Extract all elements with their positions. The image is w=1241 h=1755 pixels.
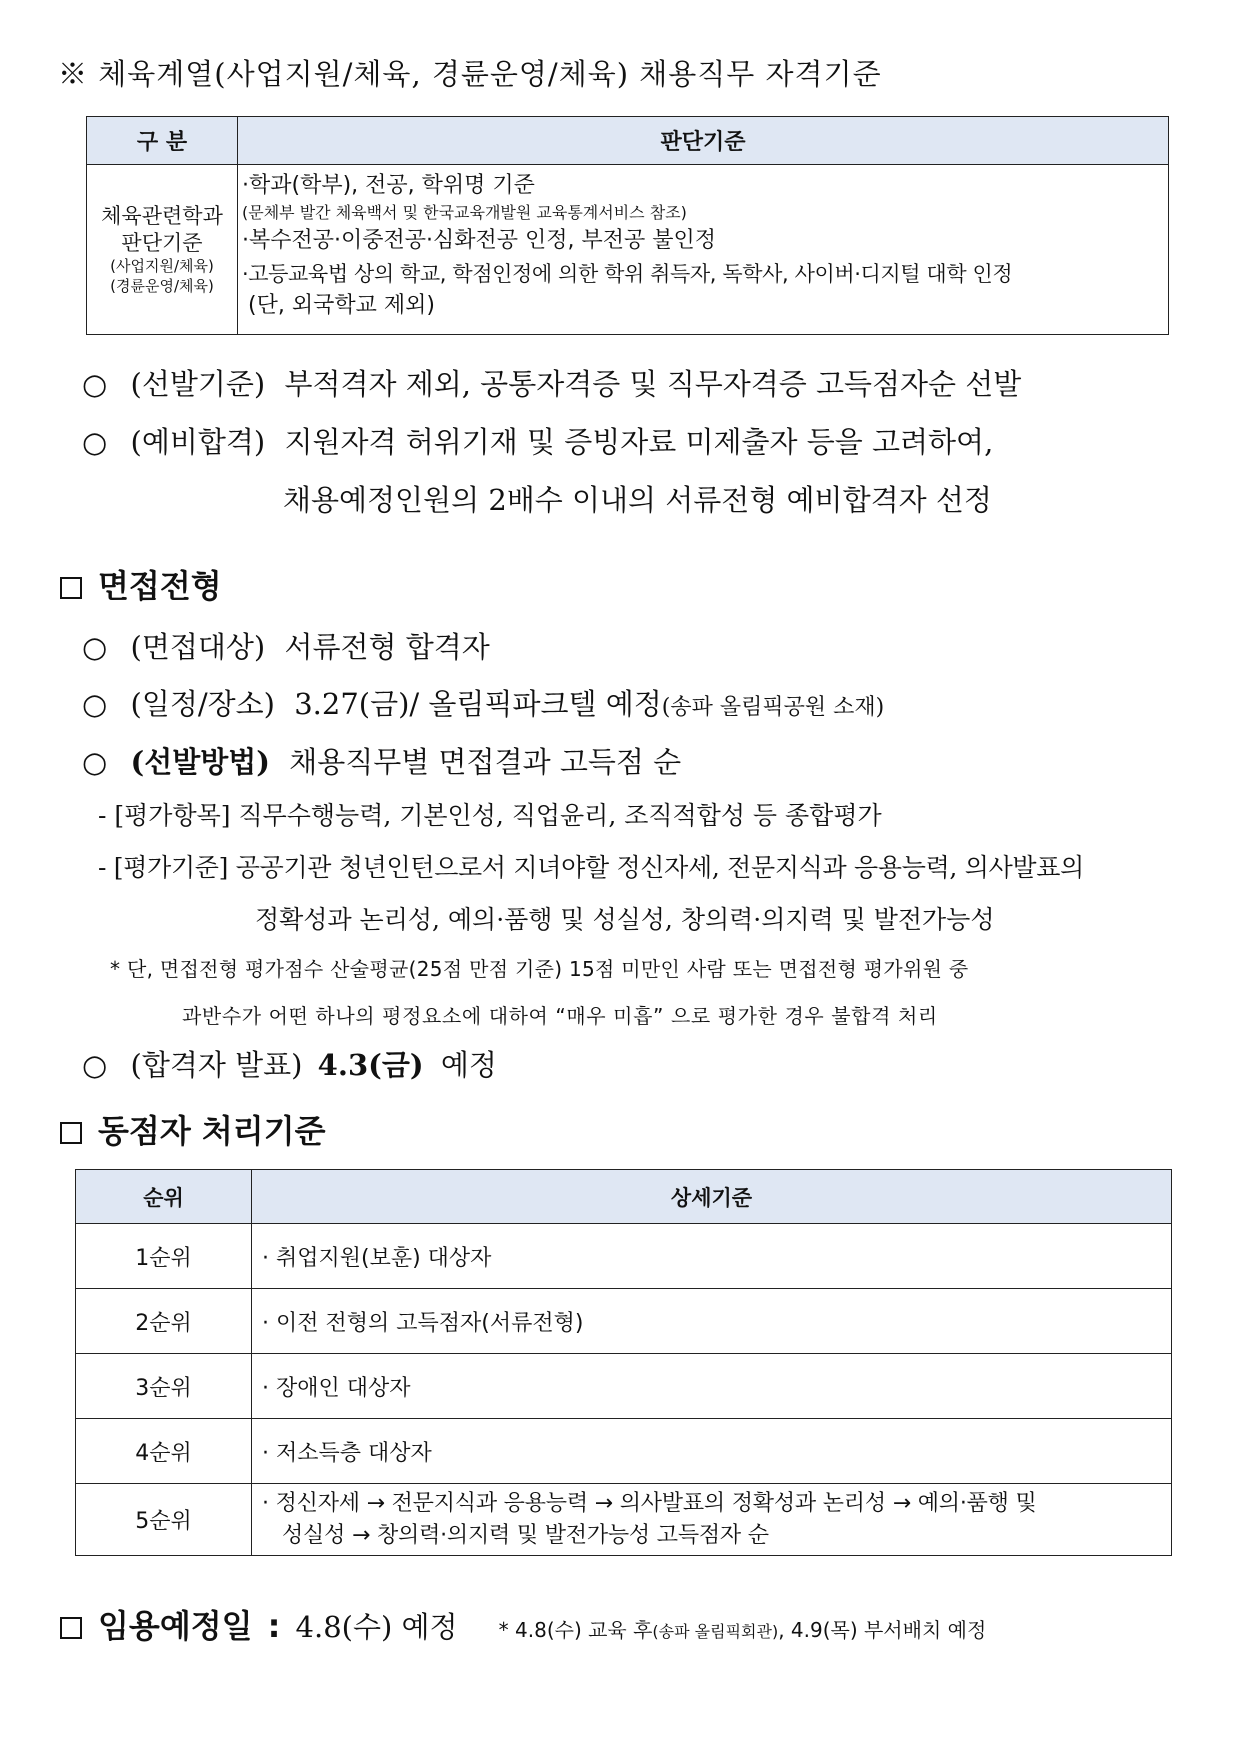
table-row	[76, 1484, 1172, 1556]
appointment-note: * 4.8(수) 교육 후(송파 올림픽회관), 4.9(목) 부서배치 예정	[498, 1618, 987, 1642]
appointment-date: 4.8(수) 예정	[295, 1610, 458, 1644]
table-row	[76, 1289, 1172, 1354]
tie-table-header-detail: 상세기준	[252, 1170, 1172, 1224]
bullet-circle: ○	[82, 687, 108, 721]
section-title-appointment: 임용예정일	[60, 1607, 253, 1645]
qualification-table	[86, 116, 1169, 335]
item-text: 부적격자 제외, 공통자격증 및 직무자격증 고득점자순 선발	[284, 367, 1022, 401]
announcement-date: 4.3(금)	[317, 1048, 424, 1082]
appointment-line	[60, 1601, 986, 1647]
section-title-tie-break: 동점자 처리기준	[60, 1106, 326, 1152]
table-row	[76, 1419, 1172, 1484]
item-label: (선발기준)	[130, 367, 266, 401]
item-text: 서류전형 합격자	[284, 630, 490, 664]
bullet-circle: ○	[82, 1048, 108, 1082]
table1-row-label	[87, 165, 238, 335]
bullet-circle: ○	[82, 367, 108, 401]
item-text: 3.27(금)/ 올림픽파크텔 예정	[294, 687, 662, 721]
criteria-line: ·복수전공·이중전공·심화전공 인정, 부전공 불인정	[242, 228, 716, 253]
table1-header-criteria: 판단기준	[238, 117, 1169, 165]
detail-line-continuation: 성실성 → 창의력·의지력 및 발전가능성 고득점자 순	[282, 1522, 769, 1548]
detail-cell: · 이전 전형의 고득점자(서류전형)	[252, 1289, 1172, 1354]
interview-target-item	[82, 625, 490, 666]
criteria-line: ·학과(학부), 전공, 학위명 기준	[242, 173, 535, 198]
item-text: 채용직무별 면접결과 고득점 순	[289, 745, 682, 779]
rank-cell: 1순위	[76, 1224, 252, 1289]
table-row	[76, 1224, 1172, 1289]
bullet-circle: ○	[82, 745, 108, 779]
item-label: (일정/장소)	[130, 687, 275, 721]
item-label: (면접대상)	[130, 630, 266, 664]
item-label: (선발방법)	[130, 745, 271, 779]
checkbox-square-icon	[60, 1122, 82, 1144]
criteria-line: (문체부 발간 체육백서 및 한국교육개발원 교육통계서비스 참조)	[242, 203, 687, 222]
table1-header-category: 구 분	[87, 117, 238, 165]
section-title-interview: 면접전형	[60, 561, 222, 607]
detail-cell: · 장애인 대상자	[252, 1354, 1172, 1419]
item-text: 지원자격 허위기재 및 증빙자료 미제출자 등을 고려하여,	[284, 425, 994, 459]
item-label: (예비합격)	[130, 425, 266, 459]
tie-break-table	[75, 1169, 1172, 1556]
evaluation-criteria-continuation: 정확성과 논리성, 예의·품행 및 성실성, 창의력·의지력 및 발전가능성	[255, 905, 995, 934]
bullet-circle: ○	[82, 630, 108, 664]
disqualification-note-line: * 단, 면접전형 평가점수 산술평균(25점 만점 기준) 15점 미만인 사람 또는 면접전형 평가위원 중	[110, 957, 969, 981]
detail-line: · 정신자세 → 전문지식과 응용능력 → 의사발표의 정확성과 논리성 → 예의·품행 및	[262, 1490, 1037, 1516]
bullet-circle: ○	[82, 425, 108, 459]
document-heading-note: ※ 체육계열(사업지원/체육, 경륜운영/체육) 채용직무 자격기준	[58, 57, 882, 91]
criteria-line: ·고등교육법 상의 학교, 학점인정에 의한 학위 취득자, 독학사, 사이버·디지털 대학 인정	[242, 262, 1013, 286]
checkbox-square-icon	[60, 1617, 82, 1639]
row-label-line: (사업지원/체육)	[110, 257, 214, 276]
interview-method-item	[82, 740, 681, 781]
selection-criteria-item	[82, 362, 1021, 403]
preliminary-pass-item	[82, 420, 993, 461]
evaluation-criteria-line: - [평가기준] 공공기관 청년인턴으로서 지녀야할 정신자세, 전문지식과 응용능력, 의사발표의	[98, 853, 1084, 882]
criteria-line: (단, 외국학교 제외)	[248, 293, 435, 318]
row-label-line: 체육관련학과	[101, 203, 223, 228]
detail-cell	[252, 1484, 1172, 1556]
announcement-item	[82, 1043, 497, 1084]
tie-table-header-rank: 순위	[76, 1170, 252, 1224]
item-text-continuation: 채용예정인원의 2배수 이내의 서류전형 예비합격자 선정	[283, 483, 992, 517]
detail-cell: · 저소득층 대상자	[252, 1419, 1172, 1484]
item-label: (합격자 발표)	[130, 1048, 303, 1082]
rank-cell: 3순위	[76, 1354, 252, 1419]
checkbox-square-icon	[60, 577, 82, 599]
row-label-line: (경륜운영/체육)	[110, 276, 214, 295]
rank-cell: 5순위	[76, 1484, 252, 1556]
item-text-small: (송파 올림픽공원 소재)	[661, 695, 885, 720]
appointment-colon: :	[267, 1607, 281, 1645]
rank-cell: 2순위	[76, 1289, 252, 1354]
table-row	[76, 1354, 1172, 1419]
rank-cell: 4순위	[76, 1419, 252, 1484]
interview-schedule-item	[82, 682, 884, 723]
disqualification-note-continuation: 과반수가 어떤 하나의 평정요소에 대하여 “매우 미흡” 으로 평가한 경우 불합격 처리	[182, 1004, 938, 1028]
evaluation-items-line: - [평가항목] 직무수행능력, 기본인성, 직업윤리, 조직적합성 등 종합평가	[98, 801, 882, 830]
detail-cell: · 취업지원(보훈) 대상자	[252, 1224, 1172, 1289]
item-text: 예정	[440, 1048, 497, 1082]
row-label-line: 판단기준	[121, 231, 203, 255]
table1-criteria-cell	[238, 165, 1169, 335]
